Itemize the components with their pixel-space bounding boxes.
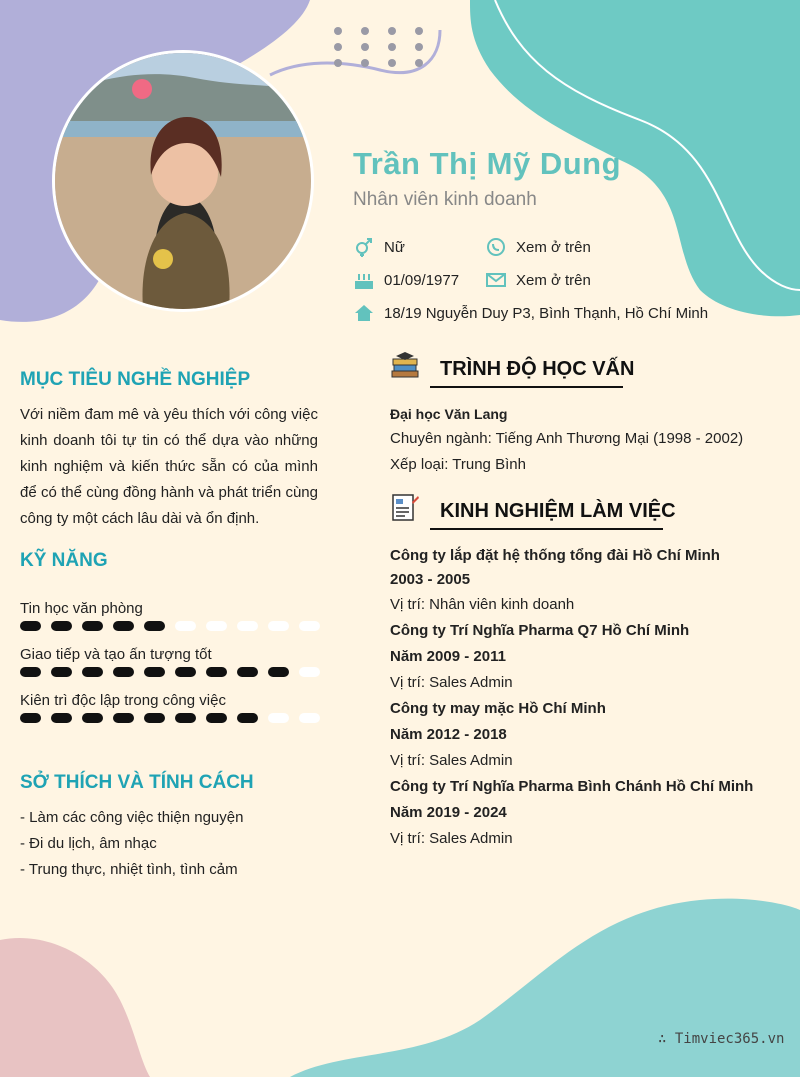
- lavender-curve: [270, 30, 440, 75]
- education-underline: [430, 386, 623, 388]
- hobby-item: - Đi du lịch, âm nhạc: [20, 835, 157, 852]
- phone-icon: [485, 236, 507, 258]
- skill-dot-filled: [113, 667, 134, 677]
- candidate-name: Trần Thị Mỹ Dung: [353, 146, 622, 181]
- skill-dot-filled: [82, 667, 103, 677]
- skill-dot-filled: [51, 621, 72, 631]
- skill-dot-empty: [299, 713, 320, 723]
- job-company: Công ty Trí Nghĩa Pharma Bình Chánh Hồ Chí Minh: [390, 778, 754, 795]
- skill-dot-filled: [82, 713, 103, 723]
- skill-rating: [20, 621, 320, 633]
- email-row: [485, 269, 591, 291]
- skill-dot-filled: [82, 621, 103, 631]
- skill-dot-filled: [51, 667, 72, 677]
- skill-dot-filled: [144, 713, 165, 723]
- skill-dot-empty: [206, 621, 227, 631]
- job-period: Năm 2012 - 2018: [390, 726, 507, 743]
- books-icon: [390, 351, 420, 386]
- major-text: Chuyên ngành: Tiếng Anh Thương Mại (1998 - 2002): [390, 430, 744, 447]
- gender-icon: [353, 236, 375, 258]
- skill-dot-empty: [237, 621, 258, 631]
- home-icon: [353, 302, 375, 324]
- skill-dot-empty: [299, 621, 320, 631]
- phone-value: Xem ở trên: [516, 238, 591, 256]
- job-company: Công ty lắp đặt hệ thống tổng đài Hồ Chí Minh: [390, 547, 720, 564]
- skill-dot-filled: [268, 667, 289, 677]
- brand-watermark: ∴ Timviec365.vn: [658, 1031, 785, 1047]
- job-position: Vị trí: Sales Admin: [390, 752, 513, 769]
- skill-label: Kiên trì độc lập trong công việc: [20, 692, 226, 709]
- school-name: Đại học Văn Lang: [390, 406, 508, 422]
- job-period: Năm 2009 - 2011: [390, 648, 506, 665]
- portrait-illustration: [55, 53, 311, 309]
- resume-icon: [390, 492, 420, 527]
- address-value: 18/19 Nguyễn Duy P3, Bình Thạnh, Hồ Chí Minh: [384, 304, 709, 322]
- dots-pattern: [334, 27, 423, 67]
- avatar: [52, 50, 314, 312]
- skill-dot-filled: [51, 713, 72, 723]
- skill-dot-filled: [20, 667, 41, 677]
- email-value: Xem ở trên: [516, 271, 591, 289]
- skill-dot-filled: [237, 713, 258, 723]
- birthday-cake-icon: [353, 269, 375, 291]
- teal-bottom-blob: [290, 899, 800, 1077]
- skill-rating: [20, 713, 320, 725]
- skill-dot-filled: [175, 713, 196, 723]
- education-heading: TRÌNH ĐỘ HỌC VẤN: [440, 358, 635, 380]
- hobby-item: - Làm các công việc thiện nguyện: [20, 809, 244, 826]
- skill-dot-filled: [206, 713, 227, 723]
- skill-dot-filled: [206, 667, 227, 677]
- candidate-role: Nhân viên kinh doanh: [353, 189, 537, 210]
- dob-value: 01/09/1977: [384, 271, 460, 289]
- skill-rating: [20, 667, 320, 679]
- job-period: Năm 2019 - 2024: [390, 804, 507, 821]
- gender-row: [353, 236, 405, 258]
- experience-heading: KINH NGHIỆM LÀM VIỆC: [440, 500, 676, 522]
- skill-dot-filled: [20, 621, 41, 631]
- objective-heading: MỤC TIÊU NGHỀ NGHIỆP: [20, 369, 251, 390]
- pink-blob: [0, 938, 150, 1077]
- skill-dot-empty: [299, 667, 320, 677]
- skill-label: Giao tiếp và tạo ấn tượng tốt: [20, 646, 212, 663]
- skill-dot-empty: [268, 713, 289, 723]
- phone-row: [485, 236, 591, 258]
- job-position: Vị trí: Sales Admin: [390, 830, 513, 847]
- job-position: Vị trí: Nhân viên kinh doanh: [390, 596, 575, 613]
- envelope-icon: [485, 269, 507, 291]
- job-company: Công ty may mặc Hồ Chí Minh: [390, 700, 606, 717]
- skill-dot-filled: [113, 713, 134, 723]
- skill-dot-empty: [268, 621, 289, 631]
- skill-dot-filled: [113, 621, 134, 631]
- address-row: [353, 302, 708, 324]
- skill-dot-filled: [20, 713, 41, 723]
- job-period: 2003 - 2005: [390, 571, 471, 588]
- experience-underline: [430, 528, 663, 530]
- skills-heading: KỸ NĂNG: [20, 550, 108, 571]
- hobby-item: - Trung thực, nhiệt tình, tình cảm: [20, 861, 238, 878]
- job-position: Vị trí: Sales Admin: [390, 674, 513, 691]
- skill-dot-filled: [175, 667, 196, 677]
- gender-value: Nữ: [384, 238, 405, 256]
- objective-text: Với niềm đam mê và yêu thích với công việc kinh doanh tôi tự tin có thể dựa vào những kinh nghiệm và kiến thức sẵn có của mình để có thể cùng đồng hành và phát triển cùng công ty một cách lâu dài và ổn định.: [20, 406, 318, 527]
- dob-row: [353, 269, 459, 291]
- grade-text: Xếp loại: Trung Bình: [390, 456, 526, 473]
- skill-dot-empty: [175, 621, 196, 631]
- skill-dot-filled: [237, 667, 258, 677]
- skill-label: Tin học văn phòng: [20, 600, 143, 617]
- job-company: Công ty Trí Nghĩa Pharma Q7 Hồ Chí Minh: [390, 622, 690, 639]
- skill-dot-filled: [144, 621, 165, 631]
- skill-dot-filled: [144, 667, 165, 677]
- hobbies-heading: SỞ THÍCH VÀ TÍNH CÁCH: [20, 772, 254, 793]
